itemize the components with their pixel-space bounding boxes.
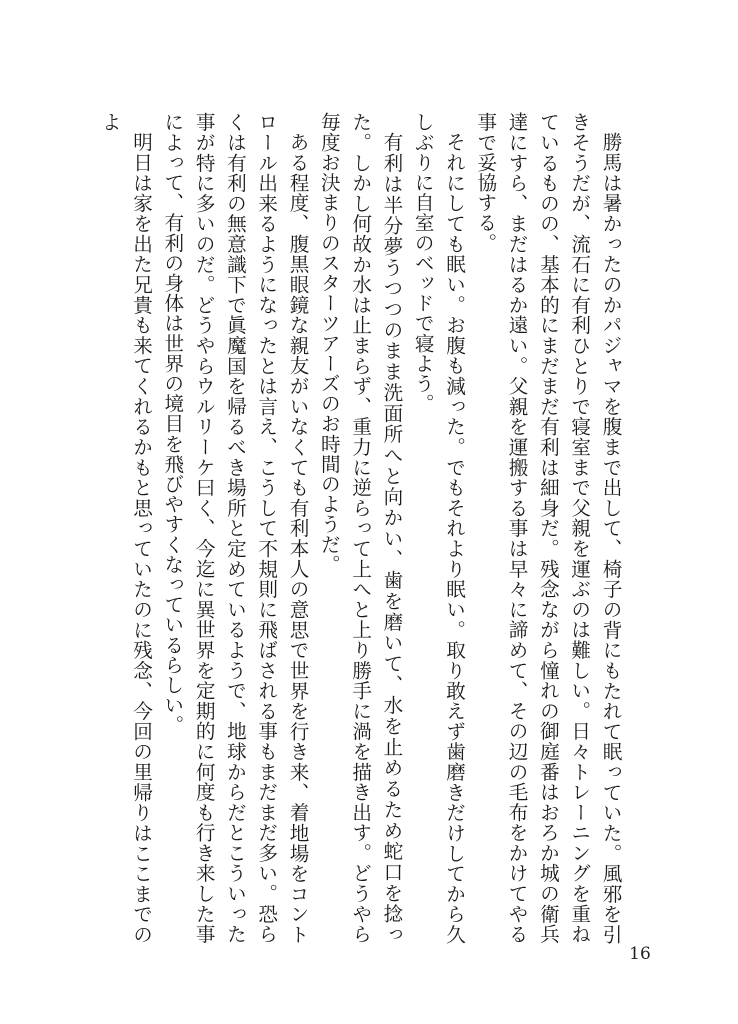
vertical-text-body — [98, 112, 626, 944]
paragraph-1: 勝馬は暑かったのかパジャマを腹まで出して、椅子の背にもたれて眠っていた。風邪を引きそうだが、流石に有利ひとりで寝室まで父親を運ぶのは難しい。日々トレーニングを重ねているものの、基本的にまだまだ有利は細身だ。残念ながら憧れの御庭番はおろか城の衛兵達にすら、まだはるか遠い。父親を運搬する事は早々に諦めて、その辺の毛布をかけてやる事で妥協する。 — [473, 112, 622, 944]
paragraph-4: ある程度、腹黒眼鏡な親友がいなくても有利本人の意思で世界を行き来、着地場をコントロール出来るようになったとは言え、こうして不規則に飛ばされる事もまだまだ多い。恐らくは有利の無意識下で眞魔国を帰るべき場所と定めているようで、地球からだとこういった事が特に多いのだ。どうやらウルリーケ曰く、今迄に異世界を定期的に何度も行き来した事によって、有利の身体は世界の境目を飛びやすくなっているらしい。 — [160, 112, 310, 944]
paragraph-5: 明日は家を出た兄貴も来てくれるかもと思っていたのに残念、今回の里帰りはここまでのよ — [98, 112, 153, 944]
paragraph-3: 有利は半分夢うつつのまま洗面所へと向かい、歯を磨いて、水を止めるため蛇口を捻った。しかし何故か水は止まらず、重力に逆らって上へと上り勝手に渦を描き出す。どうやら毎度お決まりのスターツアーズのお時間のようだ。 — [317, 112, 403, 944]
page-number: 16 — [629, 944, 651, 964]
paragraph-2: それにしても眠い。お腹も減った。でもそれより眠い。取り敢えず歯磨きだけしてから久しぶりに自室のベッドで寝よう。 — [411, 112, 466, 944]
